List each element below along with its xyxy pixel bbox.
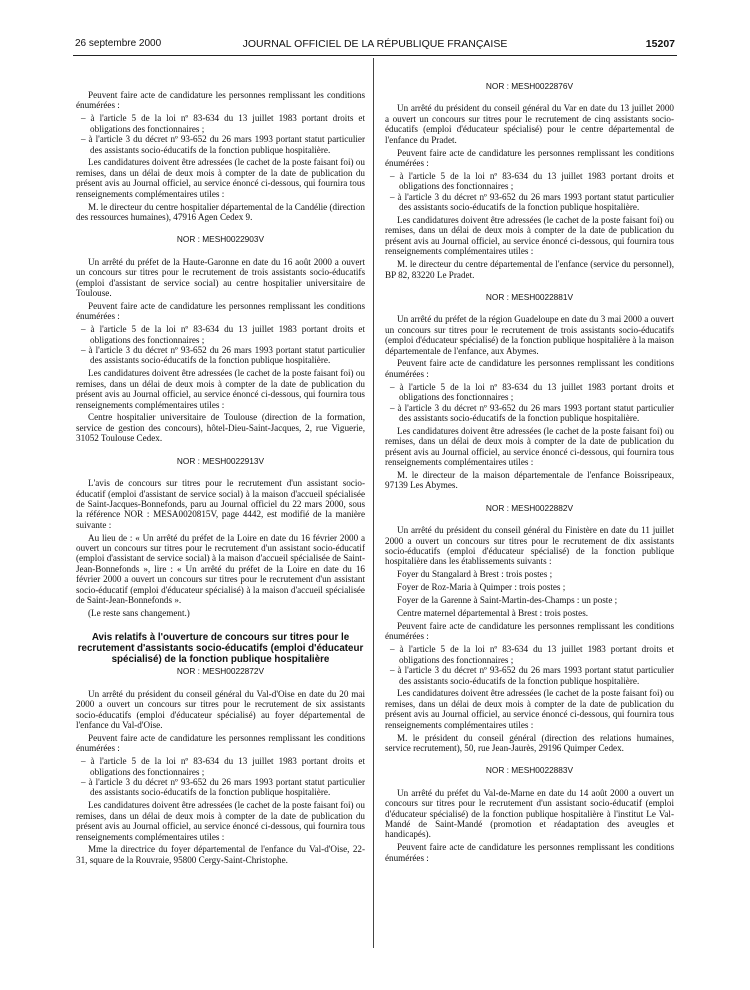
list-item: – à l'article 3 du décret nº 93-652 du 26 mars 1993 portant statut particulier des assistants socio-éducatifs de la fonction publique hospitalière. bbox=[390, 402, 674, 423]
paragraph: Un arrêté du préfet de la région Guadeloupe en date du 3 mai 2000 a ouvert un concours sur titres pour le recrutement de trois assistants socio-éducatifs (emploi d'éducateur spécialisé) de la fonction publique hospitalière à la maison départementale de l'enfance, aux Abymes. bbox=[385, 314, 674, 356]
paragraph: Les candidatures doivent être adressées (le cachet de la poste faisant foi) ou remises, dans un délai de deux mois à compter de la date de publication du présent avis au Journal officiel, au service énoncé ci-dessous, qui fournira tous renseignements complémentaires utiles : bbox=[76, 368, 365, 410]
paragraph: Un arrêté du président du conseil général du Val-d'Oise en date du 20 mai 2000 a ouvert un concours sur titres pour le recrutement de six assistants socio-éducatifs (emploi d'éducateur spécialisé) au foyer départemental de l'enfance du Val-d'Oise. bbox=[76, 688, 365, 730]
paragraph: Peuvent faire acte de candidature les personnes remplissant les conditions énumérées : bbox=[76, 300, 365, 322]
paragraph: Peuvent faire acte de candidature les personnes remplissant les conditions énumérées : bbox=[385, 620, 674, 642]
list-item: – à l'article 5 de la loi nº 83-634 du 13 juillet 1983 portant droits et obligations des fonctionnaires ; bbox=[390, 381, 674, 403]
nor-reference: NOR : MESH0022881V bbox=[485, 291, 574, 302]
conditions-list bbox=[385, 644, 674, 686]
list-item: – à l'article 3 du décret nº 93-652 du 26 mars 1993 portant statut particulier des assistants socio-éducatifs de la fonction publique hospitalière. bbox=[81, 777, 365, 798]
paragraph: Un arrêté du préfet du Val-de-Marne en date du 14 août 2000 a ouvert un concours sur titres pour le recrutement d'un assistant socio-éducatif (emploi d'éducateur spécialisé) de la fonction publique hospitalière à l'institut Le Val-Mandé de Saint-Mandé (promotion et réadaptation des aveugles et handicapés). bbox=[385, 787, 674, 840]
right-column bbox=[385, 81, 674, 866]
conditions-list bbox=[385, 171, 674, 213]
paragraph: M. le directeur de la maison départementale de l'enfance Boissripeaux, 97139 Les Abymes. bbox=[385, 470, 674, 491]
column-divider bbox=[373, 58, 374, 948]
list-item: – à l'article 5 de la loi nº 83-634 du 13 juillet 1983 portant droits et obligations des fonctionnaires ; bbox=[81, 756, 365, 777]
list-item: – à l'article 3 du décret nº 93-652 du 26 mars 1993 portant statut particulier des assistants socio-éducatifs de la fonction publique hospitalière. bbox=[81, 134, 365, 155]
conditions-list bbox=[385, 382, 674, 424]
nor-reference: NOR : MESH0022882V bbox=[485, 502, 574, 513]
paragraph: Un arrêté du président du conseil général du Var en date du 13 juillet 2000 a ouvert un concours sur titres pour le recrutement de cinq assistants socio-éducatifs (emploi d'éducateur spécialisé) pour le centre départemental de l'enfance du Pradet. bbox=[385, 103, 674, 145]
conditions-list bbox=[76, 113, 365, 155]
list-item: – à l'article 5 de la loi nº 83-634 du 13 juillet 1983 portant droits et obligations des fonctionnaires ; bbox=[390, 644, 674, 665]
nor-reference: NOR : MESH0022883V bbox=[485, 765, 574, 776]
establishment-line: Foyer du Stangalard à Brest : trois postes ; bbox=[397, 569, 553, 580]
conditions-list bbox=[76, 756, 365, 798]
header-rule bbox=[73, 55, 677, 56]
paragraph: M. le président du conseil général (direction des relations humaines, service recrutement), 50, rue Jean-Jaurès, 29196 Quimper Cedex. bbox=[385, 732, 674, 753]
list-item: – à l'article 5 de la loi nº 83-634 du 13 juillet 1983 portant droits et obligations des fonctionnaires ; bbox=[81, 113, 365, 134]
paragraph: Peuvent faire acte de candidature les personnes remplissant les conditions énumérées : bbox=[76, 90, 365, 111]
section-title: Avis relatifs à l'ouverture de concours sur titres pour le recrutement d'assistants socio-éducatifs (emploi d'éducateur spécialisé) de la fonction publique hospitalière bbox=[77, 632, 364, 666]
paragraph: Les candidatures doivent être adressées (le cachet de la poste faisant foi) ou remises, dans un délai de deux mois à compter de la date de publication du présent avis au Journal officiel, au service énoncé ci-dessous, qui fournira tous renseignements complémentaires utiles : bbox=[385, 425, 674, 468]
paragraph: Peuvent faire acte de candidature les personnes remplissant les conditions énumérées : bbox=[385, 358, 674, 379]
conditions-list bbox=[76, 324, 365, 366]
nor-reference: NOR : MESH0022876V bbox=[485, 81, 574, 91]
paragraph: Les candidatures doivent être adressées (le cachet de la poste faisant foi) ou remises, dans un délai de deux mois à compter de la date de publication du présent avis au Journal officiel, au service énoncé ci-dessous, qui fournira tous renseignements complémentaires utiles : bbox=[385, 688, 674, 730]
paragraph: Peuvent faire acte de candidature les personnes remplissant les conditions énumérées : bbox=[76, 732, 365, 754]
page-header bbox=[75, 38, 675, 52]
paragraph: Un arrêté du préfet de la Haute-Garonne en date du 16 août 2000 a ouvert un concours sur titres pour le recrutement de trois assistants socio-éducatifs (emploi d'assistant de service social) au centre hospitalier universitaire de Toulouse. bbox=[76, 256, 365, 298]
paragraph: M. le directeur du centre départemental de l'enfance (service du personnel), BP 82, 83220 Le Pradet. bbox=[385, 259, 674, 280]
establishment-line: Foyer de la Garenne à Saint-Martin-des-Champs : un poste ; bbox=[397, 595, 618, 606]
paragraph: Les candidatures doivent être adressées (le cachet de la poste faisant foi) ou remises, dans un délai de deux mois à compter de la date de publication du présent avis au Journal officiel, au service énoncé ci-dessous, qui fournira tous renseignements complémentaires utiles : bbox=[76, 157, 365, 199]
paragraph: Un arrêté du président du conseil général du Finistère en date du 11 juillet 2000 a ouvert un concours sur titres pour le recrutement de dix assistants socio-éducatifs (emploi d'éducateur spécialisé) de la fonction publique hospitalière dans les établissements suivants : bbox=[385, 525, 674, 567]
paragraph: Centre hospitalier universitaire de Toulouse (direction de la formation, service de gestion des concours), hôtel-Dieu-Saint-Jacques, 2, rue Viguerie, 31052 Toulouse Cedex. bbox=[76, 412, 365, 444]
header-journal-title: JOURNAL OFFICIEL DE LA RÉPUBLIQUE FRANÇAISE bbox=[242, 38, 508, 50]
paragraph: (Le reste sans changement.) bbox=[88, 607, 190, 618]
paragraph: M. le directeur du centre hospitalier départemental de la Candélie (direction des ressources humaines), 47916 Agen Cedex 9. bbox=[76, 201, 365, 222]
paragraph: Peuvent faire acte de candidature les personnes remplissant les conditions énumérées : bbox=[385, 842, 674, 863]
paragraph: Les candidatures doivent être adressées (le cachet de la poste faisant foi) ou remises, dans un délai de deux mois à compter de la date de publication du présent avis au Journal officiel, au service énoncé ci-dessous, qui fournira tous renseignements complémentaires utiles : bbox=[76, 800, 365, 842]
paragraph: Peuvent faire acte de candidature les personnes remplissant les conditions énumérées : bbox=[385, 147, 674, 168]
left-column bbox=[76, 90, 365, 868]
list-item: – à l'article 5 de la loi nº 83-634 du 13 juillet 1983 portant droits et obligations des fonctionnaires ; bbox=[81, 324, 365, 345]
establishment-line: Centre maternel départemental à Brest : trois postes. bbox=[397, 608, 589, 619]
paragraph: Au lieu de : « Un arrêté du préfet de la Loire en date du 16 février 2000 a ouvert un concours sur titres pour le recrutement d'un assistant socio-éducatif (emploi d'assistant de service social) à la maison d'accueil spécialisée de Saint-Jean-Bonnefonds », lire : « Un arrêté du préfet de la Loire en date du 16 février 2000 a ouvert un concours sur titres pour le recrutement d'un assistant socio-éducatif (emploi d'éducateur spécialisé) à la maison d'accueil spécialisée de Saint-Jean-Bonnefonds ». bbox=[76, 532, 365, 606]
nor-reference: NOR : MESH0022903V bbox=[176, 234, 265, 245]
list-item: – à l'article 3 du décret nº 93-652 du 26 mars 1993 portant statut particulier des assistants socio-éducatifs de la fonction publique hospitalière. bbox=[390, 191, 674, 213]
nor-reference: NOR : MESH0022913V bbox=[176, 455, 265, 466]
nor-reference: NOR : MESH0022872V bbox=[176, 666, 265, 677]
list-item: – à l'article 3 du décret nº 93-652 du 26 mars 1993 portant statut particulier des assistants socio-éducatifs de la fonction publique hospitalière. bbox=[81, 345, 365, 366]
header-date: 26 septembre 2000 bbox=[75, 38, 162, 49]
paragraph: Mme la directrice du foyer départemental de l'enfance du Val-d'Oise, 22-31, square de la Rouvraie, 95800 Cergy-Saint-Christophe. bbox=[76, 844, 365, 865]
list-item: – à l'article 3 du décret nº 93-652 du 26 mars 1993 portant statut particulier des assistants socio-éducatifs de la fonction publique hospitalière. bbox=[390, 665, 674, 686]
paragraph: L'avis de concours sur titres pour le recrutement d'un assistant socio-éducatif (emploi d'assistant de service social) à la maison d'accueil spécialisée de Saint-Jacques-Bonnefonds, paru au Journal officiel du 22 mars 2000, sous la référence NOR : MESA0020815V, page 4442, est modifié de la manière suivante : bbox=[76, 478, 365, 530]
list-item: – à l'article 5 de la loi nº 83-634 du 13 juillet 1983 portant droits et obligations des fonctionnaires ; bbox=[390, 170, 674, 192]
establishment-line: Foyer de Roz-Maria à Quimper : trois postes ; bbox=[397, 582, 566, 593]
paragraph: Les candidatures doivent être adressées (le cachet de la poste faisant foi) ou remises, dans un délai de deux mois à compter de la date de publication du présent avis au Journal officiel, au service énoncé ci-dessous, qui fournira tous renseignements complémentaires utiles : bbox=[385, 214, 674, 257]
header-page-number: 15207 bbox=[645, 38, 675, 50]
